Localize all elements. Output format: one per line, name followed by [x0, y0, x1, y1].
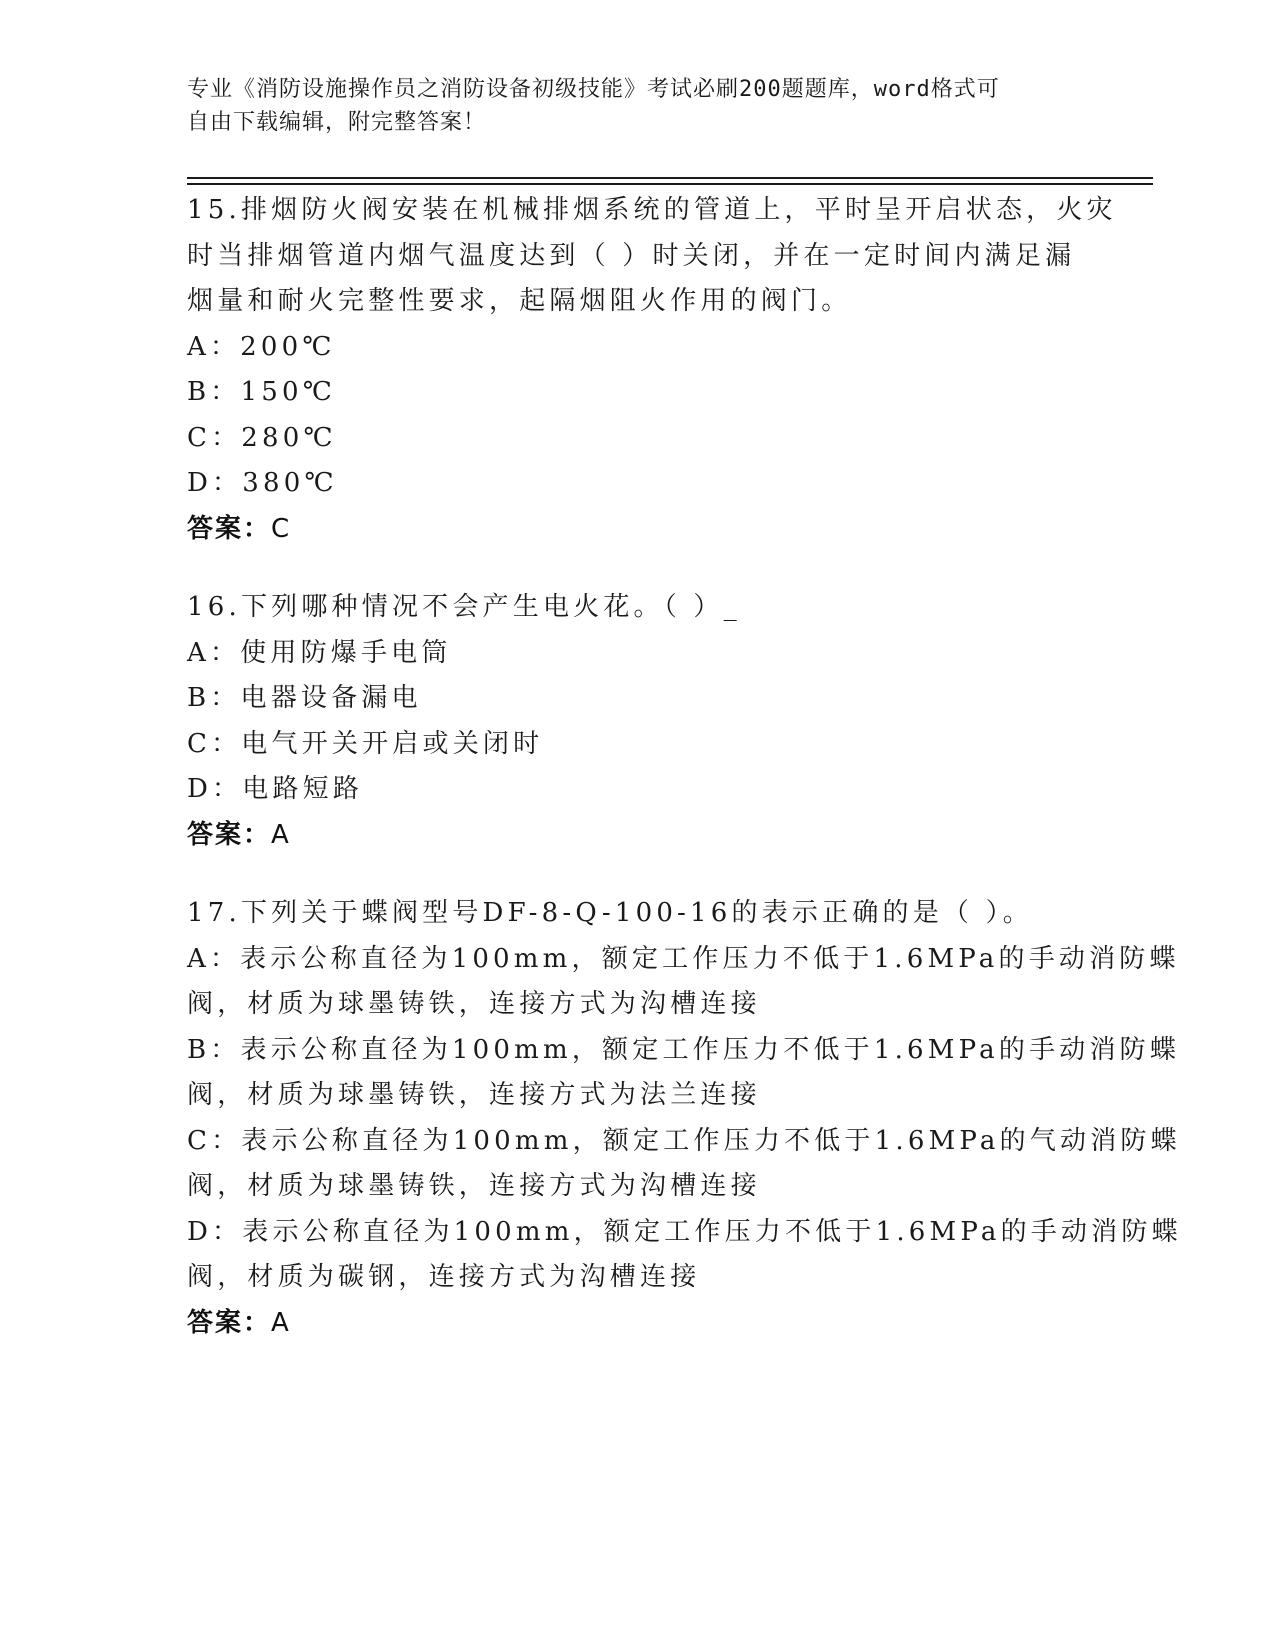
- question-stem-line: 烟量和耐火完整性要求，起隔烟阻火作用的阀门。: [187, 286, 852, 316]
- option-c: C：280℃: [187, 422, 337, 453]
- question-17: [187, 891, 1182, 1346]
- answer-value: A: [271, 1307, 291, 1338]
- answer-label: 答案：: [187, 513, 272, 544]
- option-d: D：表示公称直径为100mm，额定工作压力不低于1.6MPa的手动消防蝶: [187, 1216, 1182, 1247]
- option-c: C：表示公称直径为100mm，额定工作压力不低于1.6MPa的气动消防蝶: [187, 1125, 1181, 1156]
- option-d: D：380℃: [187, 468, 338, 498]
- answer-value: C: [271, 513, 292, 544]
- option-b: B：表示公称直径为100mm，额定工作压力不低于1.6MPa的手动消防蝶: [187, 1034, 1181, 1065]
- option-a: A：200℃: [187, 331, 336, 362]
- option-c: C：电气开关开启或关闭时: [187, 728, 544, 759]
- answer-line: [187, 813, 1087, 859]
- answer-label: 答案：: [187, 1307, 272, 1338]
- option-a: A：表示公称直径为100mm，额定工作压力不低于1.6MPa的手动消防蝶: [187, 943, 1180, 974]
- header-divider-bottom: [187, 183, 1153, 185]
- question-16: [187, 585, 1087, 858]
- question-stem-line: 17.下列关于蝶阀型号DF-8-Q-100-16的表示正确的是（ ）。: [187, 898, 1033, 928]
- answer-line: [187, 507, 1087, 553]
- option-a-continued: 阀，材质为球墨铸铁，连接方式为沟槽连接: [187, 989, 761, 1019]
- question-stem-line: 15.排烟防火阀安装在机械排烟系统的管道上，平时呈开启状态，火灾: [187, 195, 1117, 225]
- question-list: [187, 188, 1182, 1379]
- header-line-2: 自由下载编辑，附完整答案！: [187, 110, 487, 135]
- question-stem-line: 16.下列哪种情况不会产生电火花。（ ）_: [187, 592, 741, 622]
- option-b: B：电器设备漏电: [187, 683, 422, 713]
- option-d-continued: 阀，材质为碳钢，连接方式为沟槽连接: [187, 1262, 701, 1292]
- answer-value: A: [271, 819, 291, 850]
- option-b-continued: 阀，材质为球墨铸铁，连接方式为法兰连接: [187, 1080, 761, 1110]
- option-a: A：使用防爆手电筒: [187, 637, 452, 668]
- question-15: [187, 188, 1117, 552]
- answer-label: 答案：: [187, 819, 272, 850]
- option-b: B：150℃: [187, 377, 337, 407]
- question-stem-line: 时当排烟管道内烟气温度达到（ ）时关闭，并在一定时间内满足漏: [187, 240, 1076, 271]
- answer-line: [187, 1301, 1087, 1347]
- option-c-continued: 阀，材质为球墨铸铁，连接方式为沟槽连接: [187, 1171, 761, 1201]
- option-d: D：电路短路: [187, 774, 364, 804]
- header-divider-top: [187, 177, 1153, 179]
- header-line-1: 专业《消防设施操作员之消防设备初级技能》考试必刷200题题库，word格式可: [187, 77, 1000, 102]
- document-header: [187, 73, 1087, 139]
